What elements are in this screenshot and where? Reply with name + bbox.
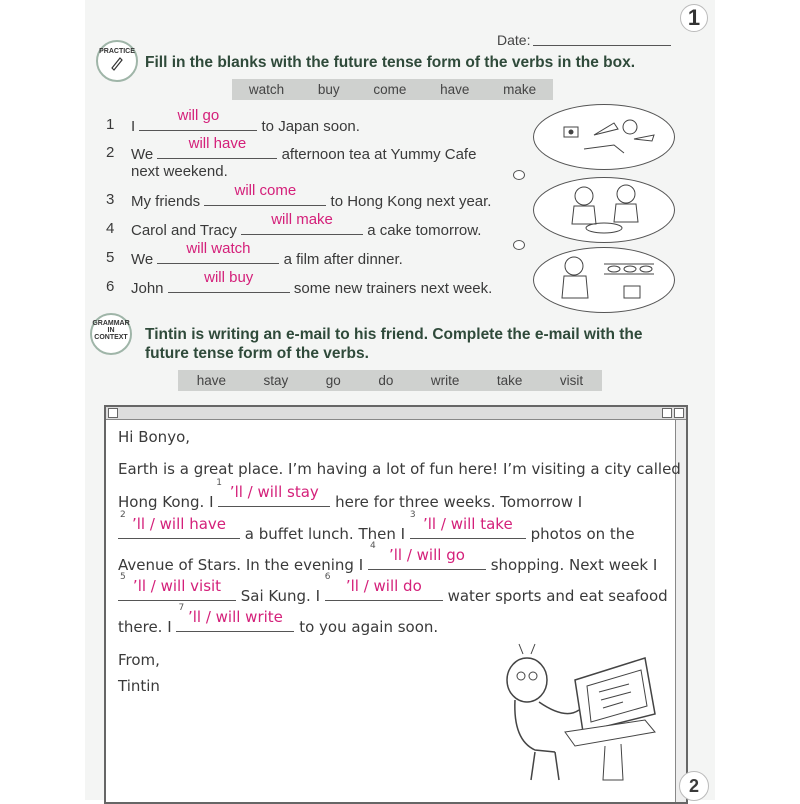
email-text: there. I bbox=[118, 618, 172, 636]
practice-instruction: Fill in the blanks with the future tense form of the verbs in the box. bbox=[145, 54, 636, 71]
email-text: to you again soon. bbox=[299, 618, 439, 636]
practice-badge-text: PRACTICE bbox=[99, 48, 135, 55]
answer-text: will buy bbox=[204, 269, 254, 286]
date-field[interactable] bbox=[533, 44, 671, 46]
date-label: Date: bbox=[497, 32, 531, 48]
blank-number: 5 bbox=[120, 572, 126, 582]
blank-number: 3 bbox=[409, 510, 416, 520]
item-number: 6 bbox=[106, 278, 115, 295]
item-before: I bbox=[131, 118, 136, 135]
item-after-line2: next weekend. bbox=[131, 163, 228, 180]
thought-dot bbox=[513, 240, 525, 250]
email-line-5 bbox=[118, 572, 668, 605]
answer-text: will make bbox=[271, 211, 333, 228]
answer-blank[interactable] bbox=[157, 135, 277, 159]
grammar-instruction-line1: Tintin is writing an e-mail to his friend. Complete the e-mail with the bbox=[145, 326, 643, 343]
answer-blank[interactable] bbox=[168, 269, 290, 293]
item-before: We bbox=[131, 251, 154, 268]
email-greeting: Hi Bonyo, bbox=[118, 428, 191, 446]
email-text: Avenue of Stars. In the evening I bbox=[118, 556, 364, 574]
verb-make: make bbox=[503, 82, 537, 97]
minimize-icon[interactable] bbox=[662, 408, 672, 418]
blank-number: 6 bbox=[324, 572, 331, 582]
answer-text: ’ll / will stay bbox=[229, 483, 319, 501]
email-line-1: Earth is a great place. I’m having a lot of fun here! I’m visiting a city called bbox=[118, 460, 681, 478]
item-number: 1 bbox=[106, 116, 115, 133]
verb-go: go bbox=[325, 373, 341, 388]
item-after: to Hong Kong next year. bbox=[330, 193, 492, 210]
badge-in-text: IN bbox=[107, 327, 115, 334]
shoe-shopping-illustration bbox=[534, 248, 674, 312]
verb-do: do bbox=[378, 373, 394, 388]
answer-text: ’ll / will go bbox=[388, 546, 465, 564]
item-before: My friends bbox=[131, 193, 201, 210]
item-number: 3 bbox=[106, 191, 115, 208]
answer-text: will have bbox=[188, 135, 247, 152]
grammar-in-context-badge bbox=[90, 313, 132, 355]
item-after: a film after dinner. bbox=[283, 251, 403, 268]
email-text: shopping. Next week I bbox=[490, 556, 658, 574]
email-text: water sports and eat seafood bbox=[447, 587, 668, 605]
page-number: 2 bbox=[679, 771, 709, 801]
email-text: a buffet lunch. Then I bbox=[244, 525, 406, 543]
pencil-icon bbox=[109, 55, 125, 71]
friends-cooking-illustration bbox=[534, 178, 674, 242]
email-signoff: From, bbox=[118, 651, 160, 669]
unit-number: 1 bbox=[680, 4, 708, 32]
email-blank-3[interactable] bbox=[409, 510, 526, 539]
verb-visit: visit bbox=[559, 373, 584, 388]
answer-blank[interactable] bbox=[204, 182, 326, 206]
email-text: Sai Kung. I bbox=[240, 587, 321, 605]
blank-number: 4 bbox=[369, 541, 376, 551]
answer-text: ’ll / will take bbox=[423, 515, 513, 533]
answer-text: ’ll / will visit bbox=[132, 577, 222, 595]
verb-buy: buy bbox=[317, 82, 340, 97]
grammar-verb-box bbox=[178, 370, 602, 391]
blank-number: 7 bbox=[178, 603, 185, 613]
answer-text: will come bbox=[234, 182, 297, 199]
item-after: to Japan soon. bbox=[261, 118, 360, 135]
item-number: 4 bbox=[106, 220, 115, 237]
verb-stay: stay bbox=[263, 373, 289, 388]
item-before: John bbox=[131, 280, 164, 297]
item-after: afternoon tea at Yummy Cafe bbox=[281, 146, 477, 163]
email-blank-6[interactable] bbox=[324, 572, 443, 601]
item-after: a cake tomorrow. bbox=[367, 222, 482, 239]
thought-bubble-japan bbox=[533, 104, 675, 170]
thought-bubble-shopping bbox=[533, 247, 675, 313]
verb-have: have bbox=[196, 373, 227, 388]
email-blank-7[interactable] bbox=[176, 603, 294, 632]
verb-write: write bbox=[430, 373, 460, 388]
answer-blank[interactable] bbox=[241, 211, 363, 235]
japan-trip-illustration bbox=[534, 105, 674, 169]
item-before: We bbox=[131, 146, 154, 163]
maximize-icon[interactable] bbox=[674, 408, 684, 418]
badge-context-text: CONTEXT bbox=[94, 334, 128, 341]
email-line-4 bbox=[118, 541, 658, 574]
blank-number: 1 bbox=[216, 478, 223, 488]
item-after: some new trainers next week. bbox=[293, 280, 493, 297]
answer-text: ’ll / will have bbox=[131, 515, 227, 533]
email-line-6 bbox=[118, 603, 439, 636]
grammar-instruction-line2: future tense form of the verbs. bbox=[145, 345, 369, 362]
verb-come: come bbox=[373, 82, 407, 97]
practice-badge bbox=[96, 40, 138, 82]
email-blank-1[interactable] bbox=[216, 478, 330, 507]
answer-blank[interactable] bbox=[139, 107, 257, 131]
email-window-titlebar bbox=[106, 407, 686, 420]
email-signature: Tintin bbox=[118, 677, 160, 695]
thought-dot bbox=[513, 170, 525, 180]
answer-text: ’ll / will write bbox=[187, 608, 283, 626]
grammar-instruction bbox=[145, 325, 642, 363]
email-text: here for three weeks. Tomorrow I bbox=[335, 493, 583, 511]
window-menu-icon[interactable] bbox=[108, 408, 118, 418]
practice-verb-box bbox=[232, 79, 553, 100]
verb-take: take bbox=[496, 373, 523, 388]
blank-number: 2 bbox=[120, 510, 126, 520]
alien-computer-illustration bbox=[495, 640, 675, 790]
email-blank-4[interactable] bbox=[368, 541, 486, 570]
email-line-2 bbox=[118, 478, 583, 511]
badge-grammar-text: GRAMMAR bbox=[92, 320, 130, 327]
answer-text: ’ll / will do bbox=[345, 577, 422, 595]
item-before: Carol and Tracy bbox=[131, 222, 237, 239]
email-blank-2[interactable] bbox=[118, 510, 240, 539]
answer-blank[interactable] bbox=[157, 240, 279, 264]
item-number: 5 bbox=[106, 249, 115, 266]
item-number: 2 bbox=[106, 144, 115, 161]
verb-watch: watch bbox=[248, 82, 285, 97]
email-line-3 bbox=[118, 510, 635, 543]
email-text: Hong Kong. I bbox=[118, 493, 214, 511]
verb-have: have bbox=[440, 82, 470, 97]
thought-bubble-cooking bbox=[533, 177, 675, 243]
email-blank-5[interactable] bbox=[118, 572, 236, 601]
answer-text: will watch bbox=[186, 240, 251, 257]
answer-text: will go bbox=[177, 107, 220, 124]
email-text: photos on the bbox=[530, 525, 635, 543]
